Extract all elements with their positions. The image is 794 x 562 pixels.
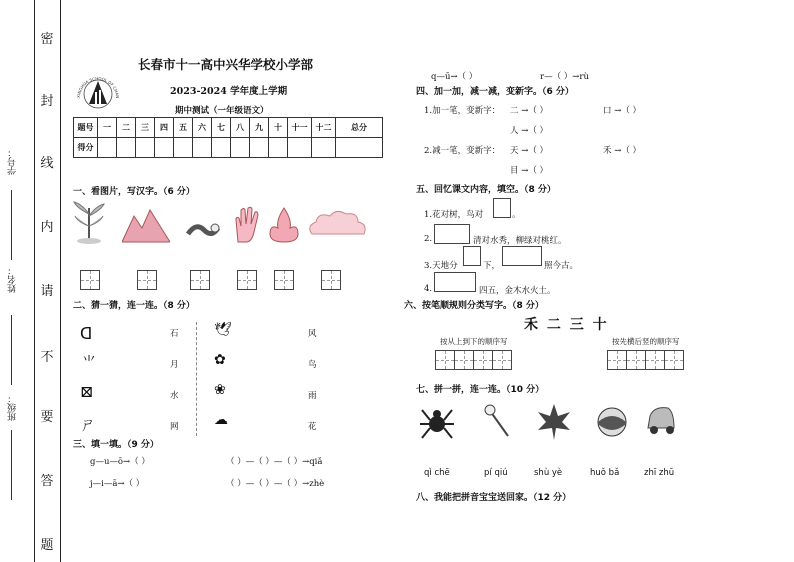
score-cell[interactable] xyxy=(98,138,117,158)
pinyin-label: zhī zhū xyxy=(644,468,675,478)
score-header-cell: 六 xyxy=(193,118,212,138)
write-grid[interactable] xyxy=(237,270,257,290)
stroke-order-label: 按从上到下的顺序写 xyxy=(440,337,508,346)
pinyin-label: shù yè xyxy=(534,468,563,478)
score-row-label: 得分 xyxy=(74,138,98,158)
pinyin-label: qì chē xyxy=(424,468,450,478)
score-cell[interactable] xyxy=(250,138,269,158)
school-title: 长春市十一高中兴华学校小学部 xyxy=(138,57,314,72)
seal-char: 题 xyxy=(40,538,54,553)
score-cell[interactable] xyxy=(174,138,193,158)
score-cell[interactable] xyxy=(231,138,250,158)
section5-title: 五、回忆课文内容，填空。（8 分） xyxy=(416,185,556,195)
add-stroke-item: 人 →（ ） xyxy=(510,126,549,136)
bird-picture: 🕊 xyxy=(214,322,232,338)
section2-title: 二、猜一猜，连一连。（8 分） xyxy=(73,301,195,311)
write-grid[interactable] xyxy=(80,270,100,290)
score-header-cell: 五 xyxy=(174,118,193,138)
student-name-field[interactable] xyxy=(6,266,26,293)
write-grid[interactable] xyxy=(492,350,512,370)
seal-char: 封 xyxy=(40,94,54,109)
score-cell[interactable] xyxy=(136,138,155,158)
score-header-cell: 二 xyxy=(117,118,136,138)
spelling-line: j—i—ā→（ ） xyxy=(90,479,145,489)
score-cell[interactable] xyxy=(212,138,231,158)
match-word: 水 xyxy=(170,391,179,401)
section6-title: 六、按笔顺规则分类写字。（8 分） xyxy=(404,301,544,311)
score-cell[interactable] xyxy=(269,138,288,158)
cloud-picture xyxy=(306,208,370,238)
ancient-glyph-net: ⊠ xyxy=(80,382,94,401)
student-id-label: 学号： xyxy=(8,148,18,175)
seal-char: 不 xyxy=(40,350,54,365)
score-cell[interactable] xyxy=(193,138,212,158)
write-grid[interactable] xyxy=(435,350,455,370)
wind-picture: ❀ xyxy=(214,382,226,398)
add-stroke-label: 1.加一笔，变新字： xyxy=(424,106,501,116)
score-header-cell: 十 xyxy=(269,118,288,138)
write-grid[interactable] xyxy=(137,270,157,290)
write-grid[interactable] xyxy=(645,350,665,370)
recall-line: 下， xyxy=(483,261,501,271)
spider-picture xyxy=(420,402,454,442)
match-word: 石 xyxy=(170,329,179,339)
student-name-blank xyxy=(11,315,12,385)
stroke-order-chars: 禾 二 三 十 xyxy=(524,317,609,333)
score-cell[interactable] xyxy=(288,138,312,158)
recall-line: 4. xyxy=(424,284,433,294)
score-header-cell: 九 xyxy=(250,118,269,138)
flower-picture: ✿ xyxy=(214,352,226,368)
answer-box[interactable] xyxy=(502,246,542,266)
answer-box[interactable] xyxy=(463,246,481,266)
score-cell[interactable] xyxy=(336,138,383,158)
section4-title: 四、加一加，减一减，变新字。（6 分） xyxy=(416,87,574,97)
seal-char: 密 xyxy=(40,32,54,47)
torch-picture xyxy=(484,404,514,440)
hand-picture xyxy=(232,206,262,244)
pinyin-label: huǒ bǎ xyxy=(590,468,620,478)
seal-char: 内 xyxy=(40,220,54,235)
seal-char: 要 xyxy=(40,410,54,425)
recall-line: 3.天地分 xyxy=(424,261,458,271)
pinyin-label: pí qiú xyxy=(484,468,508,478)
match-picture-word: 雨 xyxy=(308,391,317,401)
section7-title: 七、拼一拼，连一连。（10 分） xyxy=(416,385,545,395)
leaf-picture xyxy=(536,402,572,442)
car-picture xyxy=(644,402,678,438)
score-header-cell: 总分 xyxy=(336,118,383,138)
recall-line: 1.花对树，鸟对 xyxy=(424,210,484,220)
class-label: 班级： xyxy=(8,394,18,421)
school-year: 2023-2024 学年度上学期 xyxy=(170,86,288,97)
spelling-line: （ ）—（ ）—（ ）→zhè xyxy=(226,479,325,489)
write-grid[interactable] xyxy=(664,350,684,370)
write-grid[interactable] xyxy=(454,350,474,370)
match-picture-word: 花 xyxy=(308,422,317,432)
remove-stroke-item: 禾 →（ ） xyxy=(603,146,642,156)
score-table xyxy=(73,117,383,158)
match-word: 月 xyxy=(170,360,179,370)
remove-stroke-item: 天 →（ ） xyxy=(510,146,549,156)
score-cell[interactable] xyxy=(312,138,336,158)
student-name-label: 姓名： xyxy=(8,266,18,293)
add-stroke-item: 二 →（ ） xyxy=(510,106,549,116)
recall-line: 照今古。 xyxy=(544,261,579,271)
binding-strip xyxy=(0,0,60,562)
section3-title: 三、填一填。（9 分） xyxy=(73,440,159,450)
score-header-cell: 八 xyxy=(231,118,250,138)
student-id-blank xyxy=(11,190,12,260)
fire-picture xyxy=(268,206,300,244)
answer-box[interactable] xyxy=(434,272,476,292)
seal-char: 请 xyxy=(40,284,54,299)
exam-title: 期中测试（一年级语文） xyxy=(175,106,269,116)
ball-picture xyxy=(596,406,628,438)
write-grid[interactable] xyxy=(190,270,210,290)
answer-box[interactable] xyxy=(434,224,470,244)
recall-line: 清对水秀，柳绿对桃红。 xyxy=(473,236,567,246)
snake-picture xyxy=(186,216,220,244)
score-header-cell: 四 xyxy=(155,118,174,138)
ancient-glyph-water: ⺌ xyxy=(82,355,96,371)
spelling-line: （ ）—（ ）—（ ）→qiǎ xyxy=(226,457,323,467)
remove-stroke-item: 目 →（ ） xyxy=(510,166,549,176)
score-header-cell: 一 xyxy=(98,118,117,138)
recall-line: 2. xyxy=(424,234,433,244)
spelling-line: q—ū→（ ） xyxy=(431,72,478,82)
class-blank xyxy=(11,430,12,500)
logo-ring-text: XINGHUA SCHOOL OF CHAN xyxy=(75,75,121,99)
score-value-row xyxy=(74,138,383,158)
write-grid[interactable] xyxy=(607,350,627,370)
mountain-picture xyxy=(122,204,170,244)
recall-line: 四五，金木水火土。 xyxy=(479,286,556,296)
rain-picture: ☁ xyxy=(214,412,228,428)
match-picture-word: 风 xyxy=(308,329,317,339)
score-header-cell: 三 xyxy=(136,118,155,138)
sprout-picture xyxy=(72,200,106,244)
section8-title: 八、我能把拼音宝宝送回家。（12 分） xyxy=(416,493,572,503)
score-cell[interactable] xyxy=(155,138,174,158)
section2-divider xyxy=(196,322,197,436)
binding-line-outer xyxy=(34,0,35,562)
match-picture-word: 鸟 xyxy=(308,360,317,370)
seal-char: 答 xyxy=(40,474,54,489)
ancient-glyph-stone: ㄕ xyxy=(80,415,97,434)
write-grid[interactable] xyxy=(274,270,294,290)
class-field[interactable] xyxy=(6,394,26,421)
ancient-glyph-moon: ᗡ xyxy=(80,324,93,343)
spelling-line: g—u—ō→（ ） xyxy=(90,457,150,467)
recall-line: 。 xyxy=(512,210,521,220)
seal-char: 线 xyxy=(40,156,54,171)
score-header-cell: 七 xyxy=(212,118,231,138)
spelling-line: r—（ ）→rù xyxy=(540,72,589,82)
score-header-row xyxy=(74,118,383,138)
score-header-cell: 十二 xyxy=(312,118,336,138)
score-header-cell: 十一 xyxy=(288,118,312,138)
school-logo xyxy=(72,68,124,116)
write-grid[interactable] xyxy=(321,270,341,290)
score-header-cell: 题号 xyxy=(74,118,98,138)
write-grid[interactable] xyxy=(626,350,646,370)
answer-box[interactable] xyxy=(493,198,511,218)
add-stroke-item: 口 →（ ） xyxy=(603,106,642,116)
student-id-field[interactable] xyxy=(6,148,26,175)
section1-title: 一、看图片，写汉字。（6 分） xyxy=(73,187,195,197)
binding-line-inner xyxy=(60,0,61,562)
match-word: 网 xyxy=(170,422,179,432)
stroke-order-label: 按先横后竖的顺序写 xyxy=(612,337,680,346)
remove-stroke-label: 2.减一笔，变新字： xyxy=(424,146,501,156)
write-grid[interactable] xyxy=(473,350,493,370)
score-cell[interactable] xyxy=(117,138,136,158)
